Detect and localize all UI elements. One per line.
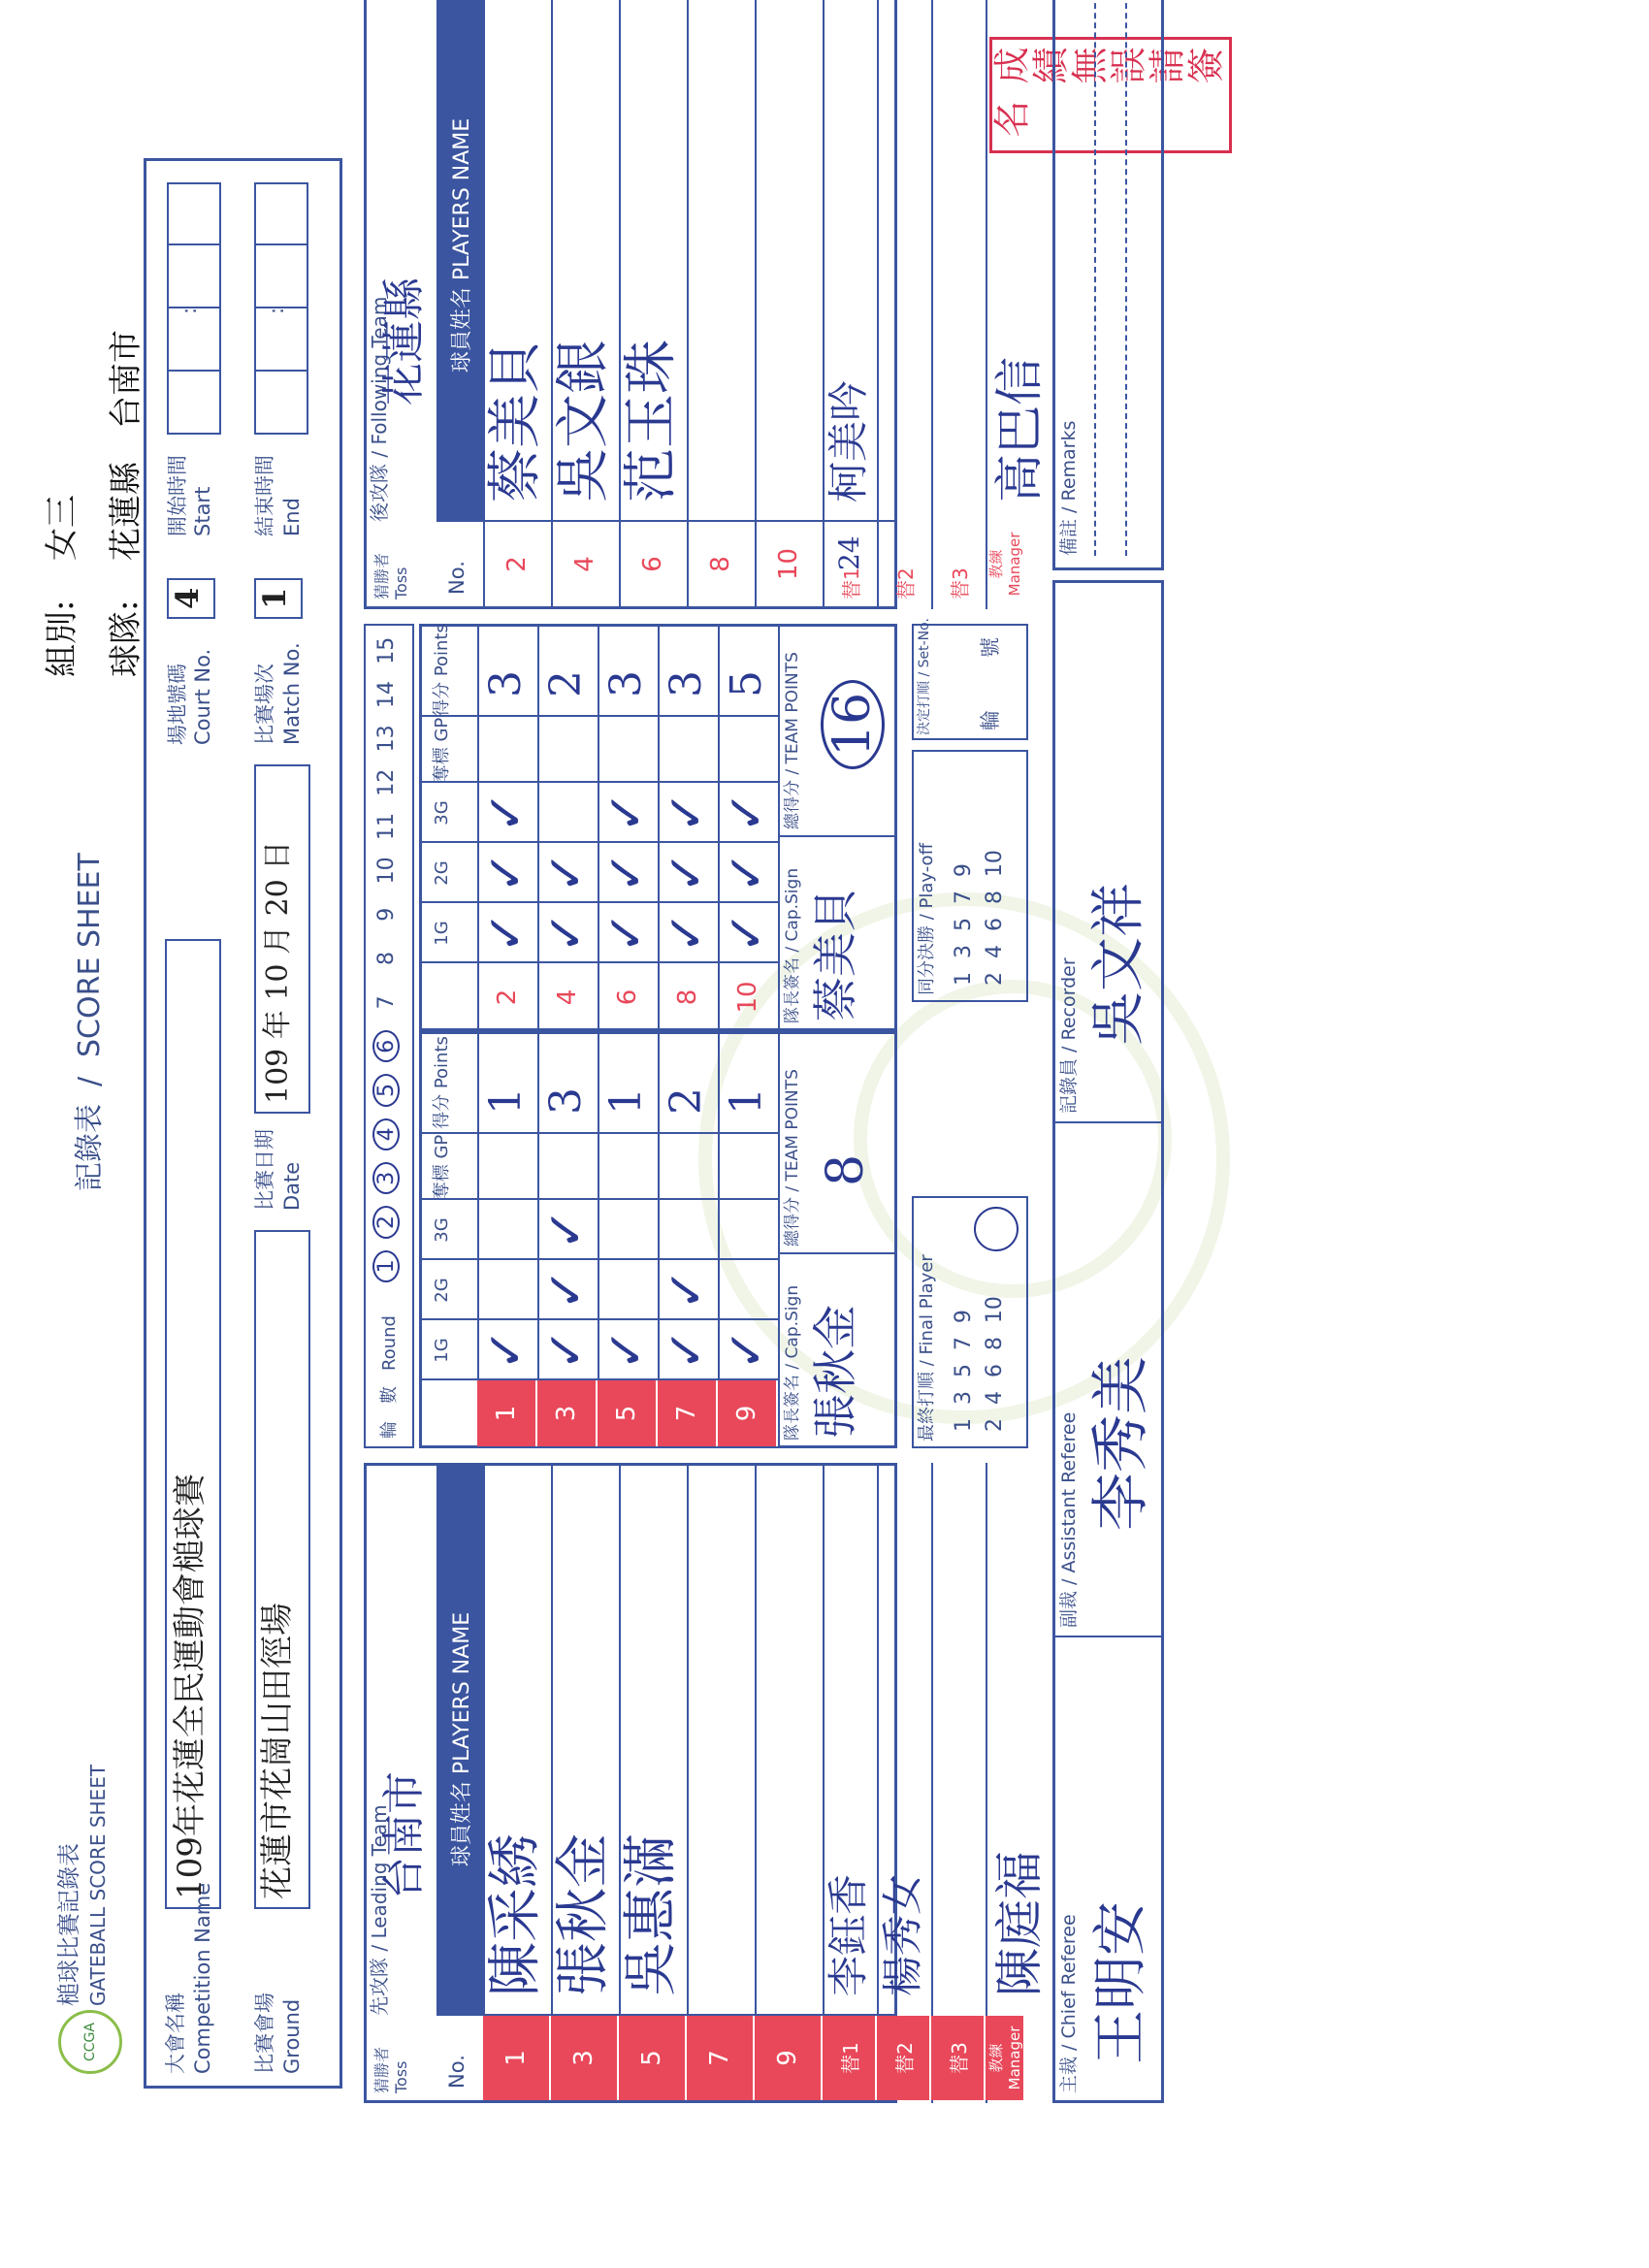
leading-row-line [619,1463,621,2103]
final-player-label: 最終打順 / Final Player [917,1254,937,1442]
court-value: 4 [169,587,206,609]
leading-header-line [483,1463,485,2103]
score_right-total-label: 總得分 / TEAM POINTS [783,652,802,829]
leading-sub-name: 李鈺香 [824,1873,872,1996]
score_right-check-g1: ✓ [598,911,656,954]
following-header-line [483,0,485,609]
round-number: 12 [374,768,399,796]
leading-player-no: 1 [483,2016,551,2100]
leading-player-no: 7 [687,2016,755,2100]
score_right-check-g3: ✓ [658,791,716,833]
leading-player-name: 吳惠滿 [620,1833,683,1996]
following-team-label: 後攻隊 / Following Team [368,296,391,522]
leading-row-line [986,1463,987,2103]
following-manager-name: 高巴信 [991,357,1048,502]
score_right-check-g2: ✓ [658,851,716,893]
score_right-row-no: 4 [553,988,582,1006]
round-number: 1 [374,1259,399,1274]
leading-no-header: No. [445,2055,469,2089]
final-player-circle [974,1207,1018,1251]
match-value: 1 [256,587,293,609]
score_left-col-header: 得分 Points [432,1036,452,1129]
assistant-referee-label: 副裁 / Assistant Referee [1058,1411,1080,1628]
playoff-even: 2 4 6 8 10 [983,850,1007,986]
score_right-check-g3: ✓ [718,791,776,833]
score_left-cap-sign: 張秋金 [809,1305,861,1439]
leading-player-no: 5 [619,2016,687,2100]
court-label-cn: 場地號碼 [166,664,189,745]
ground-label-en: Ground [280,1998,304,2074]
score_right-total-points: 16 [821,680,885,769]
score_left-check-g1: ✓ [598,1328,656,1371]
following-toss-cn: 猜勝者 [372,552,391,599]
score_right-col-header: 3G [432,800,452,826]
following-row-line [687,0,689,609]
group-value: 女三 [43,495,81,561]
end-divider-1 [254,370,308,372]
ground-label-cn: 比賽會場 [253,1993,276,2074]
score_left-check-g1: ✓ [658,1328,716,1371]
leading-player-no: 3 [551,2016,619,2100]
score_left-row-no: 5 [598,1380,658,1446]
leading-no-divider [436,2014,897,2016]
following-row-line [823,0,824,609]
score_left-check-g1: ✓ [537,1328,596,1371]
final-player-odd: 1 3 5 7 9 [952,1310,976,1432]
approval-stamp: 成績無誤請簽名 [989,37,1232,153]
score_right-check-g1: ✓ [477,911,535,954]
leading-player-no: 9 [755,2016,823,2100]
playoff-label: 同分決勝 / Play-off [917,843,937,995]
leading-sub-no: 替2 [877,2016,931,2100]
setno-lun: 輪 [979,710,1002,730]
score_right-cap-label: 隊長簽名 / Cap.Sign [783,867,802,1023]
score_left-col-header: 2G [432,1278,452,1303]
round-number: 3 [374,1171,399,1185]
score_left-bottom-divider [778,1252,897,1254]
score_left-row-no: 7 [658,1380,718,1446]
following-sub-name: 柯美吟 [824,379,872,502]
date-label-en: Date [280,1161,304,1211]
score_left-check-g1: ✓ [718,1328,776,1371]
score_right-check-g1: ✓ [537,911,596,954]
score_left-check-g2: ✓ [537,1268,596,1311]
match-label-en: Match No. [280,642,304,745]
following-row-line [986,0,987,609]
leading-sub-no: 替1 [823,2016,877,2100]
leading-sub-name: 楊秀女 [879,1873,926,1996]
round-number: 9 [374,907,399,922]
following-sub-no: 替2 [894,567,918,599]
chief-referee-sign: 王明安 [1089,1901,1152,2064]
leading-row-line [755,1463,757,2103]
competition-label-cn: 大會名稱 [164,1993,187,2074]
following-row-line [931,0,933,609]
score_right-check-g1: ✓ [658,911,716,954]
score_right-col-header: 奪標 GP [432,717,452,783]
leading-toss-cn: 猜勝者 [372,2046,391,2093]
following-row-line [877,0,879,609]
score_right-row-no: 10 [733,981,762,1014]
title-sep: / [73,1076,107,1086]
score_right-col-header: 2G [432,860,452,886]
leading-row-line [877,1463,879,2103]
round-number: 11 [374,813,399,841]
following-player-no: 2 [502,556,532,572]
group-label: 組別: [43,599,81,677]
officials-box [1052,580,1164,2103]
following-manager-en: Manager [1006,532,1023,597]
leading-manager-label [986,2016,1023,2100]
end-label-en: End [280,498,304,536]
round-label-cn: 輪 數 [379,1386,400,1439]
round-number: 5 [374,1084,399,1098]
score_left-row-line [778,1031,780,1448]
round-done-mark [372,1250,400,1282]
score_left-row-no: 3 [537,1380,598,1446]
following-manager-label [986,522,1023,606]
final-player-even: 2 4 6 8 10 [983,1296,1007,1432]
leading-player-name: 陳采綉 [484,1833,547,1996]
team-label: 球隊: [107,599,146,677]
score_right-row-points: 3 [601,670,651,697]
following-player-name: 蔡美貝 [484,340,547,502]
score_left-row-points: 3 [541,1087,591,1115]
score_left-col-header: 3G [432,1217,452,1243]
score_left-total-points: 8 [817,1153,875,1186]
start-colon: : [178,307,201,314]
start-label-cn: 開始時間 [166,455,189,536]
round-number: 6 [374,1039,399,1053]
logo-text: CCGA [82,2023,98,2061]
score_left-col-header: 1G [432,1338,452,1363]
match-label-cn: 比賽場次 [253,664,276,745]
score_right-row-line [537,624,539,1031]
score_left-check-g2: ✓ [658,1268,716,1311]
following-sub-no: 替1 [840,567,863,599]
following-names-header: 球員姓名 PLAYERS NAME [436,0,483,522]
round-done-mark [372,1074,400,1106]
leading-manager-en: Manager [1006,2025,1023,2090]
score_right-row-points: 5 [722,670,771,697]
round-number: 8 [374,952,399,966]
org-title-cn: 槌球比賽記錄表 [55,1843,82,2006]
remarks-dash-1 [1094,0,1096,556]
round-number: 10 [374,857,399,885]
leading-team-label: 先攻隊 / Leading Team [368,1804,391,2016]
following-player-name: 范玉珠 [620,340,683,502]
court-label-en: Court No. [191,648,214,745]
score_right-row-line [778,624,780,1031]
title-en: SCORE SHEET [73,853,107,1057]
leading-sub-no: 替3 [931,2016,986,2100]
following-no-header: No. [445,561,469,595]
playoff-odd: 1 3 5 7 9 [952,863,976,986]
officials-divider-2 [1052,1121,1164,1123]
score_right-col-header: 1G [432,921,452,946]
following-manager-cn: 教練 [987,549,1005,579]
leading-manager-cn: 教練 [987,2043,1005,2073]
setno-hao: 號 [979,637,1002,658]
score_left-check-g3: ✓ [537,1208,596,1250]
following-player-no: 6 [638,556,667,572]
following-sub1-extra: 24 [833,535,865,570]
officials-divider-1 [1052,1636,1164,1637]
round-number: 13 [374,725,399,753]
score_right-check-g2: ✓ [598,851,656,893]
round-number: 15 [374,636,399,664]
score_left-cap-label: 隊長簽名 / Cap.Sign [783,1284,802,1441]
following-no-divider [436,520,897,522]
competition-value: 109年花蓮全民運動會槌球賽 [171,1474,210,1899]
score_left-col-header: 奪標 GP [432,1134,452,1200]
round-done-mark [372,1118,400,1150]
score_right-check-g1: ✓ [718,911,776,954]
following-row-line [551,0,553,609]
score_right-check-g2: ✓ [537,851,596,893]
leading-row-line [931,1463,933,2103]
leading-toss-en: Toss [392,2060,410,2093]
start-label-en: Start [191,486,214,536]
score_right-col-header: 得分 Points [432,624,452,717]
round-done-mark [372,1206,400,1238]
remarks-label: 備註 / Remarks [1058,420,1080,556]
score_right-row-points: 3 [662,670,711,697]
date-value: 109 年 10 月 20 日 [261,840,295,1104]
score_right-check-g2: ✓ [477,851,535,893]
following-player-no: 10 [774,547,803,581]
end-divider-3 [254,243,308,245]
following-player-name: 吳文銀 [552,340,615,502]
score_left-check-g1: ✓ [477,1328,535,1371]
score_right-check-g3: ✓ [598,791,656,833]
leading-team-name: 台南市 [379,1771,429,1899]
leading-manager-name: 陳庭福 [991,1851,1048,1996]
recorder-label: 記錄員 / Recorder [1058,957,1080,1114]
round-number: 14 [374,681,399,709]
chief-referee-label: 主裁 / Chief Referee [1058,1914,1080,2093]
leading-player-name: 張秋金 [552,1833,615,1996]
score_right-row-no: 2 [493,988,522,1006]
leading-row-line [551,1463,553,2103]
following-team-name: 花蓮縣 [379,277,429,405]
score_right-cap-sign: 蔡美貝 [809,888,861,1021]
score_left-row-points: 1 [481,1087,531,1115]
score_left-row-no: 9 [718,1380,778,1446]
recorder-sign: 吳文祥 [1087,883,1150,1046]
score_left-total-label: 總得分 / TEAM POINTS [783,1069,802,1247]
end-colon: : [265,307,288,314]
leading-row-line [823,1463,824,2103]
following-sub-no: 替3 [949,567,972,599]
following-player-no: 4 [570,556,599,572]
score_right-check-g3: ✓ [477,791,535,833]
date-label-cn: 比賽日期 [253,1129,276,1211]
title-cn: 記錄表 [73,1104,107,1191]
score_right-row-points: 3 [481,670,531,697]
following-row-line [619,0,621,609]
ground-value: 花蓮市花崗山田徑場 [258,1603,297,1899]
start-divider-1 [167,370,221,372]
leading-names-header: 球員姓名 PLAYERS NAME [436,1463,483,2016]
score_right-row-no: 8 [673,988,702,1006]
round-label-en: Round [379,1315,400,1371]
start-divider-3 [167,243,221,245]
score_right-bottom-divider [778,835,897,837]
score_right-check-g2: ✓ [718,851,776,893]
round-number: 4 [374,1127,399,1142]
competition-label-en: Competition Name [191,1882,214,2074]
score_left-row-no: 1 [477,1380,537,1446]
remarks-dash-2 [1125,0,1127,556]
logo [58,2010,122,2074]
round-number: 2 [374,1215,399,1230]
score_left-row-points: 1 [722,1087,771,1115]
leading-row-line [687,1463,689,2103]
org-title-en: GATEBALL SCORE SHEET [86,1764,110,2006]
score_right-row-points: 2 [541,670,591,697]
assistant-referee-sign: 李秀美 [1087,1356,1155,1531]
following-row-line [755,0,757,609]
round-number: 7 [374,995,399,1010]
end-label-cn: 結束時間 [253,455,276,536]
score_left-row-points: 2 [662,1087,711,1115]
setno-label: 決定打順 / Set-No. [917,618,932,735]
score_left-row-points: 1 [601,1087,651,1115]
following-player-no: 8 [706,556,735,572]
team-value: 花蓮縣 台南市 [107,330,146,561]
score_right-row-no: 6 [613,988,642,1006]
following-toss-en: Toss [392,567,410,599]
